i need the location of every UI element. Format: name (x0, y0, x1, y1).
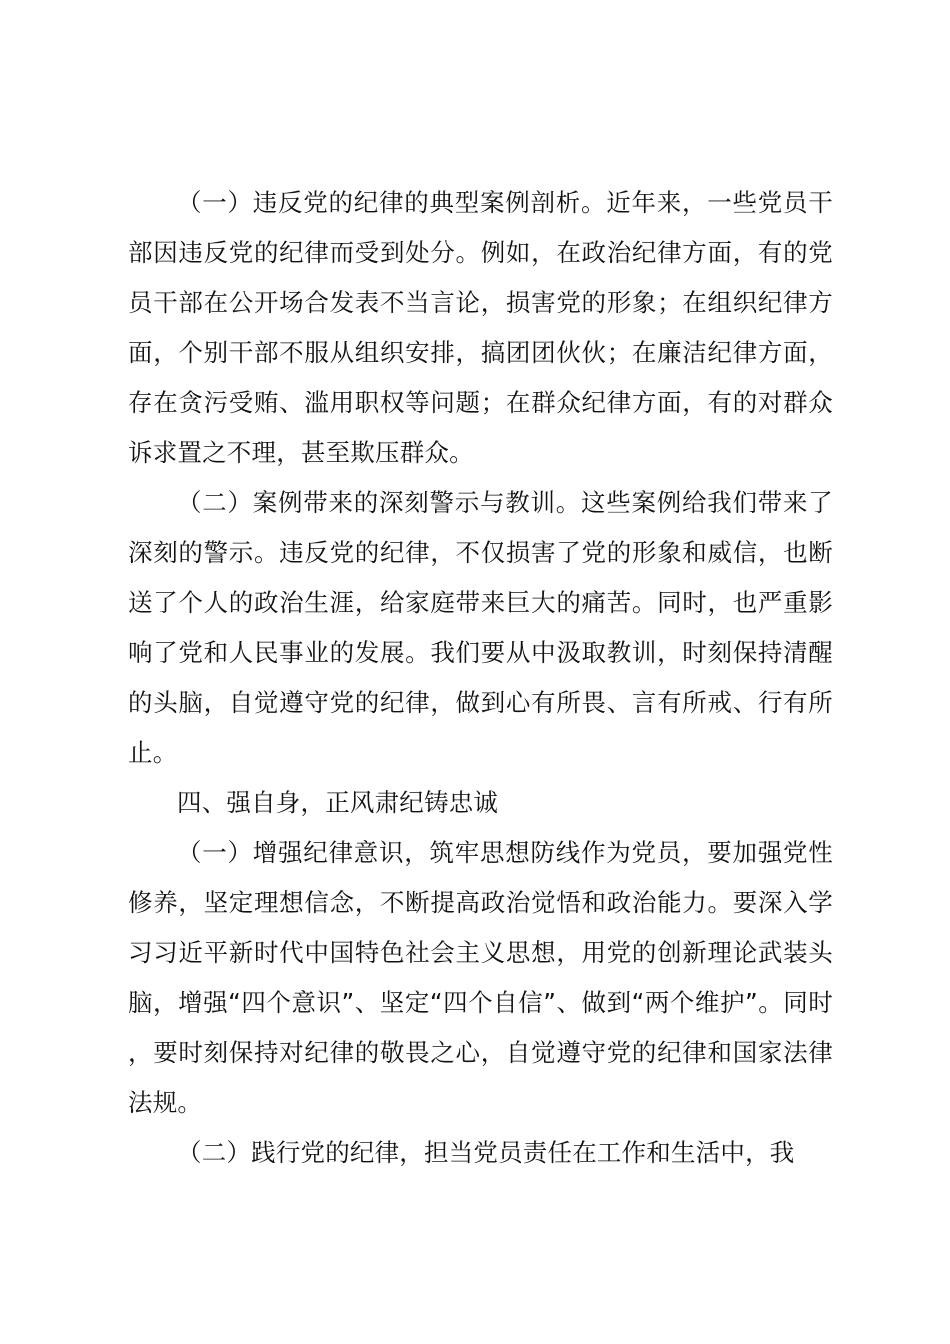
paragraph-discipline-awareness: （一）增强纪律意识，筑牢思想防线作为党员，要加强党性修养，坚定理想信念，不断提高政治觉悟和政治能力。要深入学习习近平新时代中国特色社会主义思想，用党的创新理论武装头脑，增强“四个意识”、坚定“四个自信”、做到“两个维护”。同时，要时刻保持对纪律的敬畏之心，自觉遵守党的纪律和国家法律法规。 (128, 838, 833, 1117)
section-heading: 四、强自身，正风肃纪铸忠诚 (177, 788, 499, 817)
paragraph-practice-discipline: （二）践行党的纪律，担当党员责任在工作和生活中，我 (177, 1138, 795, 1167)
paragraph-warnings-lessons: （二）案例带来的深刻警示与教训。这些案例给我们带来了深刻的警示。违反党的纪律，不仅损害了党的形象和威信，也断送了个人的政治生涯，给家庭带来巨大的痛苦。同时，也严重影响了党和人民事业的发展。我们要从中汲取教训，时刻保持清醒的头脑，自觉遵守党的纪律，做到心有所畏、言有所戒、行有所止。 (128, 488, 833, 767)
document-body (128, 178, 833, 1178)
paragraph-case-analysis: （一）违反党的纪律的典型案例剖析。近年来，一些党员干部因违反党的纪律而受到处分。例如，在政治纪律方面，有的党员干部在公开场合发表不当言论，损害党的形象；在组织纪律方面，个别干部不服从组织安排，搞团团伙伙；在廉洁纪律方面，存在贪污受贿、滥用职权等问题；在群众纪律方面，有的对群众诉求置之不理，甚至欺压群众。 (128, 188, 833, 467)
